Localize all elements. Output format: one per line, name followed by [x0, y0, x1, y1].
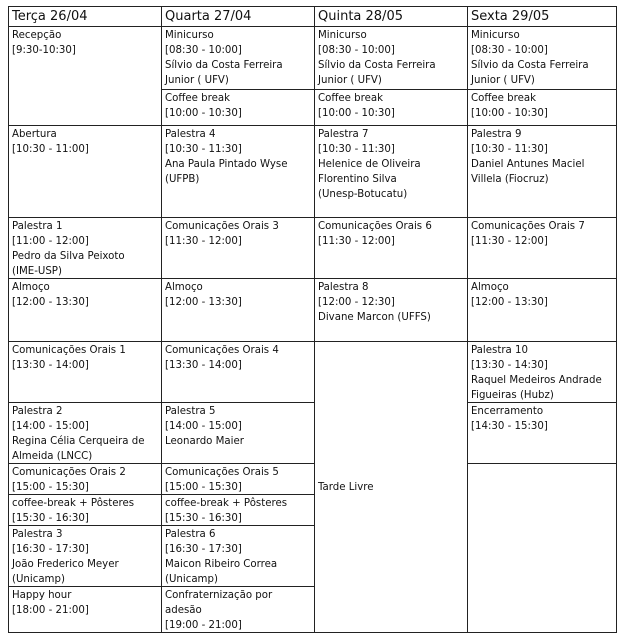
cell-palestra-10: Palestra 10 [13:30 - 14:30] Raquel Medeiros Andrade Figueiras (Hubz)	[471, 345, 602, 401]
cell-com-orais-1: Comunicações Orais 1 [13:30 - 14:00]	[12, 345, 126, 371]
grid-line	[161, 6, 162, 633]
grid-line	[8, 494, 314, 495]
cell-com-orais-6: Comunicações Orais 6 [11:30 - 12:00]	[318, 221, 432, 247]
cell-palestra-9: Palestra 9 [10:30 - 11:30] Daniel Antunes Maciel Villela (Fiocruz)	[471, 129, 585, 185]
grid-line	[8, 341, 617, 342]
cell-abertura: Abertura [10:30 - 11:00]	[12, 129, 89, 155]
cell-palestra-5: Palestra 5 [14:00 - 15:00] Leonardo Maier	[165, 406, 244, 447]
grid-line	[467, 6, 468, 633]
header-day-1: Terça 26/04	[12, 9, 88, 24]
cell-palestra-7: Palestra 7 [10:30 - 11:30] Helenice de Oliveira Florentino Silva (Unesp-Botucatu)	[318, 129, 421, 200]
cell-coffee-break-2: Coffee break [10:00 - 10:30]	[165, 93, 242, 119]
grid-line	[616, 6, 617, 633]
cell-minicurso-3: Minicurso [08:30 - 10:00] Sílvio da Costa Ferreira Junior ( UFV)	[318, 30, 436, 86]
cell-com-orais-7: Comunicações Orais 7 [11:30 - 12:00]	[471, 221, 585, 247]
cell-palestra-8: Palestra 8 [12:00 - 12:30] Divane Marcon (UFFS)	[318, 282, 431, 323]
cell-coffee-break-3: Coffee break [10:00 - 10:30]	[318, 93, 395, 119]
cell-confraternizacao: Confraternização por adesão [19:00 - 21:00]	[165, 590, 273, 631]
grid-line	[8, 586, 314, 587]
cell-encerramento: Encerramento [14:30 - 15:30]	[471, 406, 548, 432]
cell-minicurso-4: Minicurso [08:30 - 10:00] Sílvio da Costa Ferreira Junior ( UFV)	[471, 30, 589, 86]
cell-com-orais-3: Comunicações Orais 3 [11:30 - 12:00]	[165, 221, 279, 247]
grid-line	[8, 6, 9, 633]
cell-coffee-posters-1: coffee-break + Pôsteres [15:30 - 16:30]	[12, 498, 135, 524]
grid-line	[8, 463, 314, 464]
grid-line	[8, 217, 617, 218]
cell-palestra-4: Palestra 4 [10:30 - 11:30] Ana Paula Pintado Wyse (UFPB)	[165, 129, 288, 185]
cell-minicurso-2: Minicurso [08:30 - 10:00] Sílvio da Costa Ferreira Junior ( UFV)	[165, 30, 283, 86]
grid-line	[8, 525, 314, 526]
header-day-3: Quinta 28/05	[318, 9, 403, 24]
grid-line	[8, 26, 617, 27]
grid-line	[8, 278, 617, 279]
grid-line	[8, 632, 617, 633]
cell-palestra-3: Palestra 3 [16:30 - 17:30] João Frederico Meyer (Unicamp)	[12, 529, 119, 585]
cell-com-orais-2: Comunicações Orais 2 [15:00 - 15:30]	[12, 467, 126, 493]
grid-line	[467, 402, 617, 403]
grid-line	[8, 125, 617, 126]
cell-almoco-4: Almoço [12:00 - 13:30]	[471, 282, 548, 308]
cell-coffee-break-4: Coffee break [10:00 - 10:30]	[471, 93, 548, 119]
cell-recepcao: Recepção [9:30-10:30]	[12, 30, 76, 56]
header-day-4: Sexta 29/05	[471, 9, 550, 24]
cell-com-orais-5: Comunicações Orais 5 [15:00 - 15:30]	[165, 467, 279, 493]
schedule-table	[8, 6, 617, 633]
grid-line	[8, 6, 617, 7]
grid-line	[8, 402, 314, 403]
grid-line	[161, 89, 617, 90]
cell-palestra-6: Palestra 6 [16:30 - 17:30] Maicon Ribeiro Correa (Unicamp)	[165, 529, 278, 585]
cell-almoco-1: Almoço [12:00 - 13:30]	[12, 282, 89, 308]
grid-line	[467, 463, 617, 464]
header-day-2: Quarta 27/04	[165, 9, 252, 24]
cell-happy-hour: Happy hour [18:00 - 21:00]	[12, 590, 89, 616]
cell-empty	[467, 463, 617, 633]
cell-com-orais-4: Comunicações Orais 4 [13:30 - 14:00]	[165, 345, 279, 371]
grid-line	[314, 6, 315, 633]
cell-almoco-2: Almoço [12:00 - 13:30]	[165, 282, 242, 308]
cell-tarde-livre: Tarde Livre	[318, 481, 374, 493]
cell-palestra-2: Palestra 2 [14:00 - 15:00] Regina Célia Cerqueira de Almeida (LNCC)	[12, 406, 145, 462]
cell-coffee-posters-2: coffee-break + Pôsteres [15:30 - 16:30]	[165, 498, 288, 524]
cell-palestra-1: Palestra 1 [11:00 - 12:00] Pedro da Silva Peixoto (IME-USP)	[12, 221, 125, 277]
